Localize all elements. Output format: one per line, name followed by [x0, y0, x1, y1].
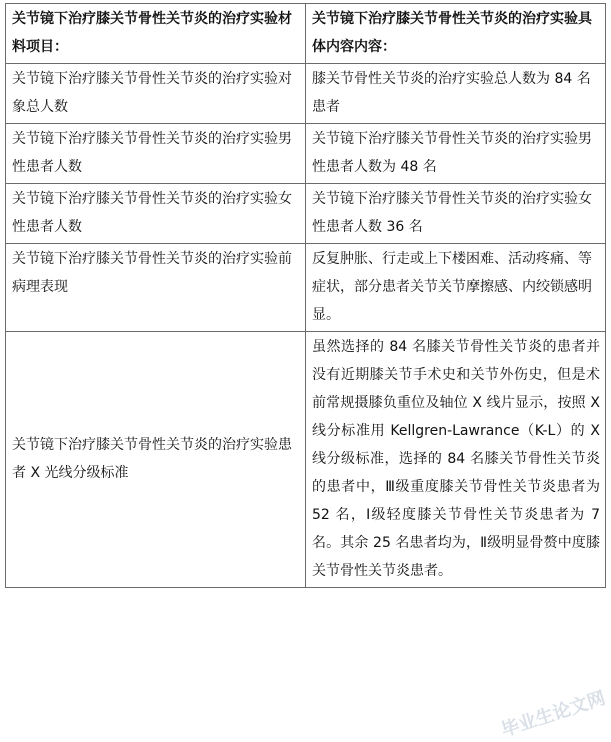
table-row: [6, 124, 606, 184]
table-row: [6, 244, 606, 332]
row-content-cell: 关节镜下治疗膝关节骨性关节炎的治疗实验男性患者人数为 48 名: [306, 124, 606, 184]
header-content-cell: 关节镜下治疗膝关节骨性关节炎的治疗实验具体内容内容：: [306, 4, 606, 64]
row-item-cell: 关节镜下治疗膝关节骨性关节炎的治疗实验前病理表现: [6, 244, 306, 332]
row-item-cell: 关节镜下治疗膝关节骨性关节炎的治疗实验男性患者人数: [6, 124, 306, 184]
row-content-cell: 反复肿胀、行走或上下楼困难、活动疼痛、等症状，部分患者关节关节摩擦感、内绞锁感明显。: [306, 244, 606, 332]
site-watermark: 毕业生论文网: [498, 687, 609, 742]
table-row: [6, 64, 606, 124]
row-item-cell: 关节镜下治疗膝关节骨性关节炎的治疗实验女性患者人数: [6, 184, 306, 244]
row-content-cell: 膝关节骨性关节炎的治疗实验总人数为 84 名患者: [306, 64, 606, 124]
table-row: [6, 184, 606, 244]
header-item-cell: 关节镜下治疗膝关节骨性关节炎的治疗实验材料项目：: [6, 4, 306, 64]
row-item-cell: 关节镜下治疗膝关节骨性关节炎的治疗实验患者 X 光线分级标准: [6, 332, 306, 588]
table-header-row: [6, 4, 606, 64]
row-content-cell: 关节镜下治疗膝关节骨性关节炎的治疗实验女性患者人数 36 名: [306, 184, 606, 244]
row-item-cell: 关节镜下治疗膝关节骨性关节炎的治疗实验对象总人数: [6, 64, 306, 124]
table-row: [6, 332, 606, 588]
row-content-cell: 虽然选择的 84 名膝关节骨性关节炎的患者并没有近期膝关节手术史和关节外伤史，但是术前常规摄膝负重位及轴位 X 线片显示，按照 X 线分标准用 Kellgren-Lawrance（K-L）的 X 线分级标准，选择的 84 名膝关节骨性关节炎的患者中，Ⅲ级重度膝关节骨性关节炎患者为 52 名，Ⅰ级轻度膝关节骨性关节炎患者为 7 名。其余 25 名患者均为，Ⅱ级明显骨赘中度膝关节骨性关节炎患者。: [306, 332, 606, 588]
treatment-experiment-table: [5, 3, 606, 588]
